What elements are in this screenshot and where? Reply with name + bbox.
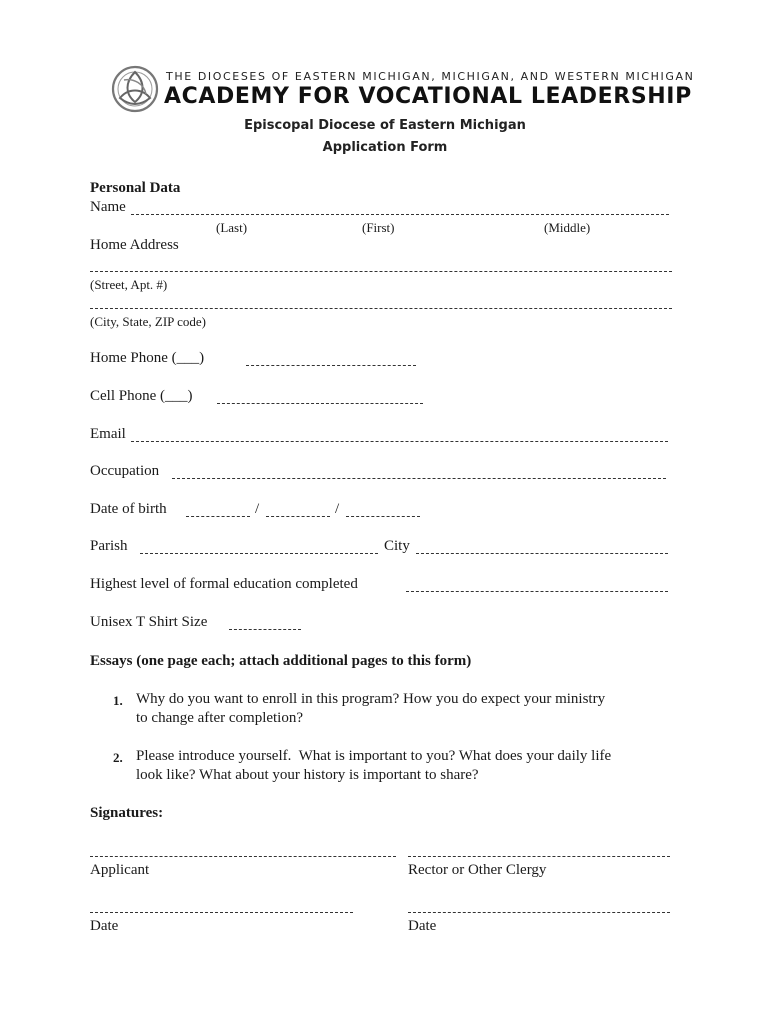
name-last-hint: (Last) bbox=[216, 220, 248, 235]
street-hint: (Street, Apt. #) bbox=[90, 277, 168, 292]
organization-line: THE DIOCESES OF EASTERN MICHIGAN, MICHIGAN, AND WESTERN MICHIGAN bbox=[166, 70, 695, 83]
street-field[interactable] bbox=[90, 271, 672, 272]
personal-data-heading: Personal Data bbox=[90, 180, 181, 196]
essay-1-number: 1. bbox=[113, 693, 123, 708]
cell-phone-field[interactable] bbox=[217, 403, 423, 404]
city-state-zip-field[interactable] bbox=[90, 308, 672, 309]
name-middle-hint: (Middle) bbox=[544, 220, 591, 235]
essay-2-number: 2. bbox=[113, 750, 123, 765]
education-field[interactable] bbox=[406, 591, 668, 592]
email-field[interactable] bbox=[131, 441, 668, 442]
dob-month-field[interactable] bbox=[186, 516, 250, 517]
diocese-logo-icon bbox=[110, 64, 160, 114]
parish-label: Parish bbox=[90, 538, 128, 554]
name-label: Name bbox=[90, 199, 126, 215]
essay-1-line-2: to change after completion? bbox=[136, 710, 304, 726]
applicant-date-field[interactable] bbox=[90, 912, 353, 913]
essay-1-line-1: Why do you want to enroll in this program? How you do expect your ministry bbox=[136, 691, 606, 707]
name-field[interactable] bbox=[131, 214, 669, 215]
signatures-heading: Signatures: bbox=[90, 805, 164, 821]
name-first-hint: (First) bbox=[362, 220, 395, 235]
home-phone-field[interactable] bbox=[246, 365, 416, 366]
clergy-signature-field[interactable] bbox=[408, 856, 670, 857]
applicant-signature-field[interactable] bbox=[90, 856, 396, 857]
diocese-name: Episcopal Diocese of Eastern Michigan bbox=[244, 118, 526, 133]
applicant-date-label: Date bbox=[90, 918, 119, 934]
city-label: City bbox=[384, 538, 410, 554]
cell-phone-label: Cell Phone (___) bbox=[90, 388, 193, 404]
essays-heading: Essays (one page each; attach additional pages to this form) bbox=[90, 653, 472, 669]
dob-year-field[interactable] bbox=[346, 516, 420, 517]
occupation-field[interactable] bbox=[172, 478, 666, 479]
academy-title: ACADEMY FOR VOCATIONAL LEADERSHIP bbox=[164, 84, 692, 109]
form-title: Application Form bbox=[322, 140, 448, 155]
tshirt-label: Unisex T Shirt Size bbox=[90, 614, 208, 630]
occupation-label: Occupation bbox=[90, 463, 160, 479]
city-state-zip-hint: (City, State, ZIP code) bbox=[90, 314, 207, 329]
essay-2-line-2: look like? What about your history is important to share? bbox=[136, 767, 479, 783]
city-field[interactable] bbox=[416, 553, 668, 554]
email-label: Email bbox=[90, 426, 126, 442]
clergy-date-field[interactable] bbox=[408, 912, 670, 913]
parish-field[interactable] bbox=[140, 553, 378, 554]
home-phone-label: Home Phone (___) bbox=[90, 350, 205, 366]
education-label: Highest level of formal education completed bbox=[90, 576, 358, 592]
clergy-label: Rector or Other Clergy bbox=[408, 862, 547, 878]
dob-label: Date of birth bbox=[90, 501, 167, 517]
dob-separator-1: / bbox=[255, 501, 260, 517]
clergy-date-label: Date bbox=[408, 918, 437, 934]
dob-day-field[interactable] bbox=[266, 516, 330, 517]
dob-separator-2: / bbox=[335, 501, 340, 517]
applicant-label: Applicant bbox=[90, 862, 150, 878]
tshirt-size-field[interactable] bbox=[229, 629, 301, 630]
essay-2-line-1: Please introduce yourself. What is important to you? What does your daily life bbox=[136, 748, 612, 764]
home-address-label: Home Address bbox=[90, 237, 179, 253]
